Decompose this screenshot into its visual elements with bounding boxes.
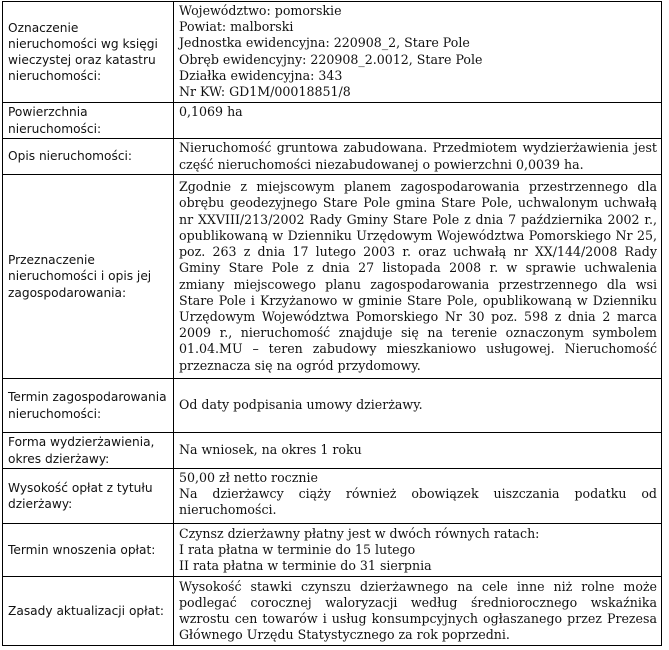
row-label: Przeznaczenie nieruchomości i opis jej zagospodarowania: (3, 175, 174, 379)
voivodeship-line: Województwo: pomorskie (179, 3, 342, 18)
table-row (3, 469, 662, 524)
row-value (174, 524, 662, 577)
installments-line: Czynsz dzierżawny płatny jest w dwóch równych ratach: (179, 525, 540, 541)
row-label: Oznaczenie nieruchomości wg księgi wieczystej oraz katastru nieruchomości: (3, 2, 174, 103)
table-row (3, 433, 662, 469)
tax-obligation-text: Na dzierżawcy ciąży również obowiązek uiszczania podatku od nieruchomości. (179, 486, 657, 518)
row-value (174, 469, 662, 524)
table-row (3, 379, 662, 433)
row-label: Opis nieruchomości: (3, 139, 174, 175)
table-row (3, 103, 662, 139)
registry-precinct-line: Obręb ewidencyjny: 220908_2.0012, Stare Pole (179, 51, 483, 67)
row-label: Zasady aktualizacji opłat: (3, 577, 174, 646)
row-label: Powierzchnia nieruchomości: (3, 103, 174, 139)
registry-unit-line: Jednostka ewidencyjna: 220908_2, Stare Pole (179, 35, 470, 51)
row-value: Od daty podpisania umowy dzierżawy. (174, 379, 662, 433)
table-row (3, 139, 662, 175)
row-value (174, 2, 662, 103)
row-label: Wysokość opłat z tytułu dzierżawy: (3, 469, 174, 524)
first-installment-line: I rata płatna w terminie do 15 lutego (179, 541, 416, 557)
land-register-line: Nr KW: GD1M/00018851/8 (179, 84, 351, 100)
annual-fee-line: 50,00 zł netto rocznie (179, 470, 318, 485)
table-row (3, 2, 662, 103)
property-details-table (2, 1, 662, 646)
table-row (3, 577, 662, 646)
row-value: Na wniosek, na okres 1 roku (174, 433, 662, 469)
county-line: Powiat: malborski (179, 19, 294, 35)
row-label: Termin zagospodarowania nieruchomości: (3, 379, 174, 433)
parcel-line: Działka ewidencyjna: 343 (179, 67, 343, 83)
row-label: Forma wydzierżawienia, okres dzierżawy: (3, 433, 174, 469)
table-row (3, 524, 662, 577)
second-installment-line: II rata płatna w terminie do 31 sierpnia (179, 558, 432, 574)
row-value: Nieruchomość gruntowa zabudowana. Przedmiotem wydzierżawienia jest część nieruchomości niezabudowanej o powierzchni 0,0039 ha. (174, 139, 662, 175)
row-value: Zgodnie z miejscowym planem zagospodarowania przestrzennego dla obrębu geodezyjnego Stare Pole gmina Stare Pole, uchwalonym uchwałą nr XXVIII/213/2002 Rady Gminy Stare Pole z dnia 7 października 2002 r., opublikowaną w Dzienniku Urzędowym Województwa Pomorskiego Nr 25, poz. 263 z dnia 17 lutego 2003 r. oraz uchwałą nr XX/144/2008 Rady Gminy Stare Pole z dnia 27 listopada 2008 r. w sprawie uchwalenia zmiany miejscowego planu zagospodarowania przestrzennego dla wsi Stare Pole i Krzyżanowo w gminie Stare Pole, opublikowaną w Dzienniku Urzędowym Województwa Pomorskiego Nr 30 poz. 598 z dnia 2 marca 2009 r., nieruchomość znajduje się na terenie oznaczonym symbolem 01.04.MU – teren zabudowy mieszkaniowo usługowej. Nieruchomość przeznacza się na ogród przydomowy. (174, 175, 662, 379)
row-value: 0,1069 ha (174, 103, 662, 139)
table-row (3, 175, 662, 379)
row-value: Wysokość stawki czynszu dzierżawnego na cele inne niż rolne może podlegać corocznej waloryzacji według średniorocznego wskaźnika wzrostu cen towarów i usług konsumpcyjnych ogłaszanego przez Prezesa Głównego Urzędu Statystycznego za rok poprzedni. (174, 577, 662, 646)
row-label: Termin wnoszenia opłat: (3, 524, 174, 577)
